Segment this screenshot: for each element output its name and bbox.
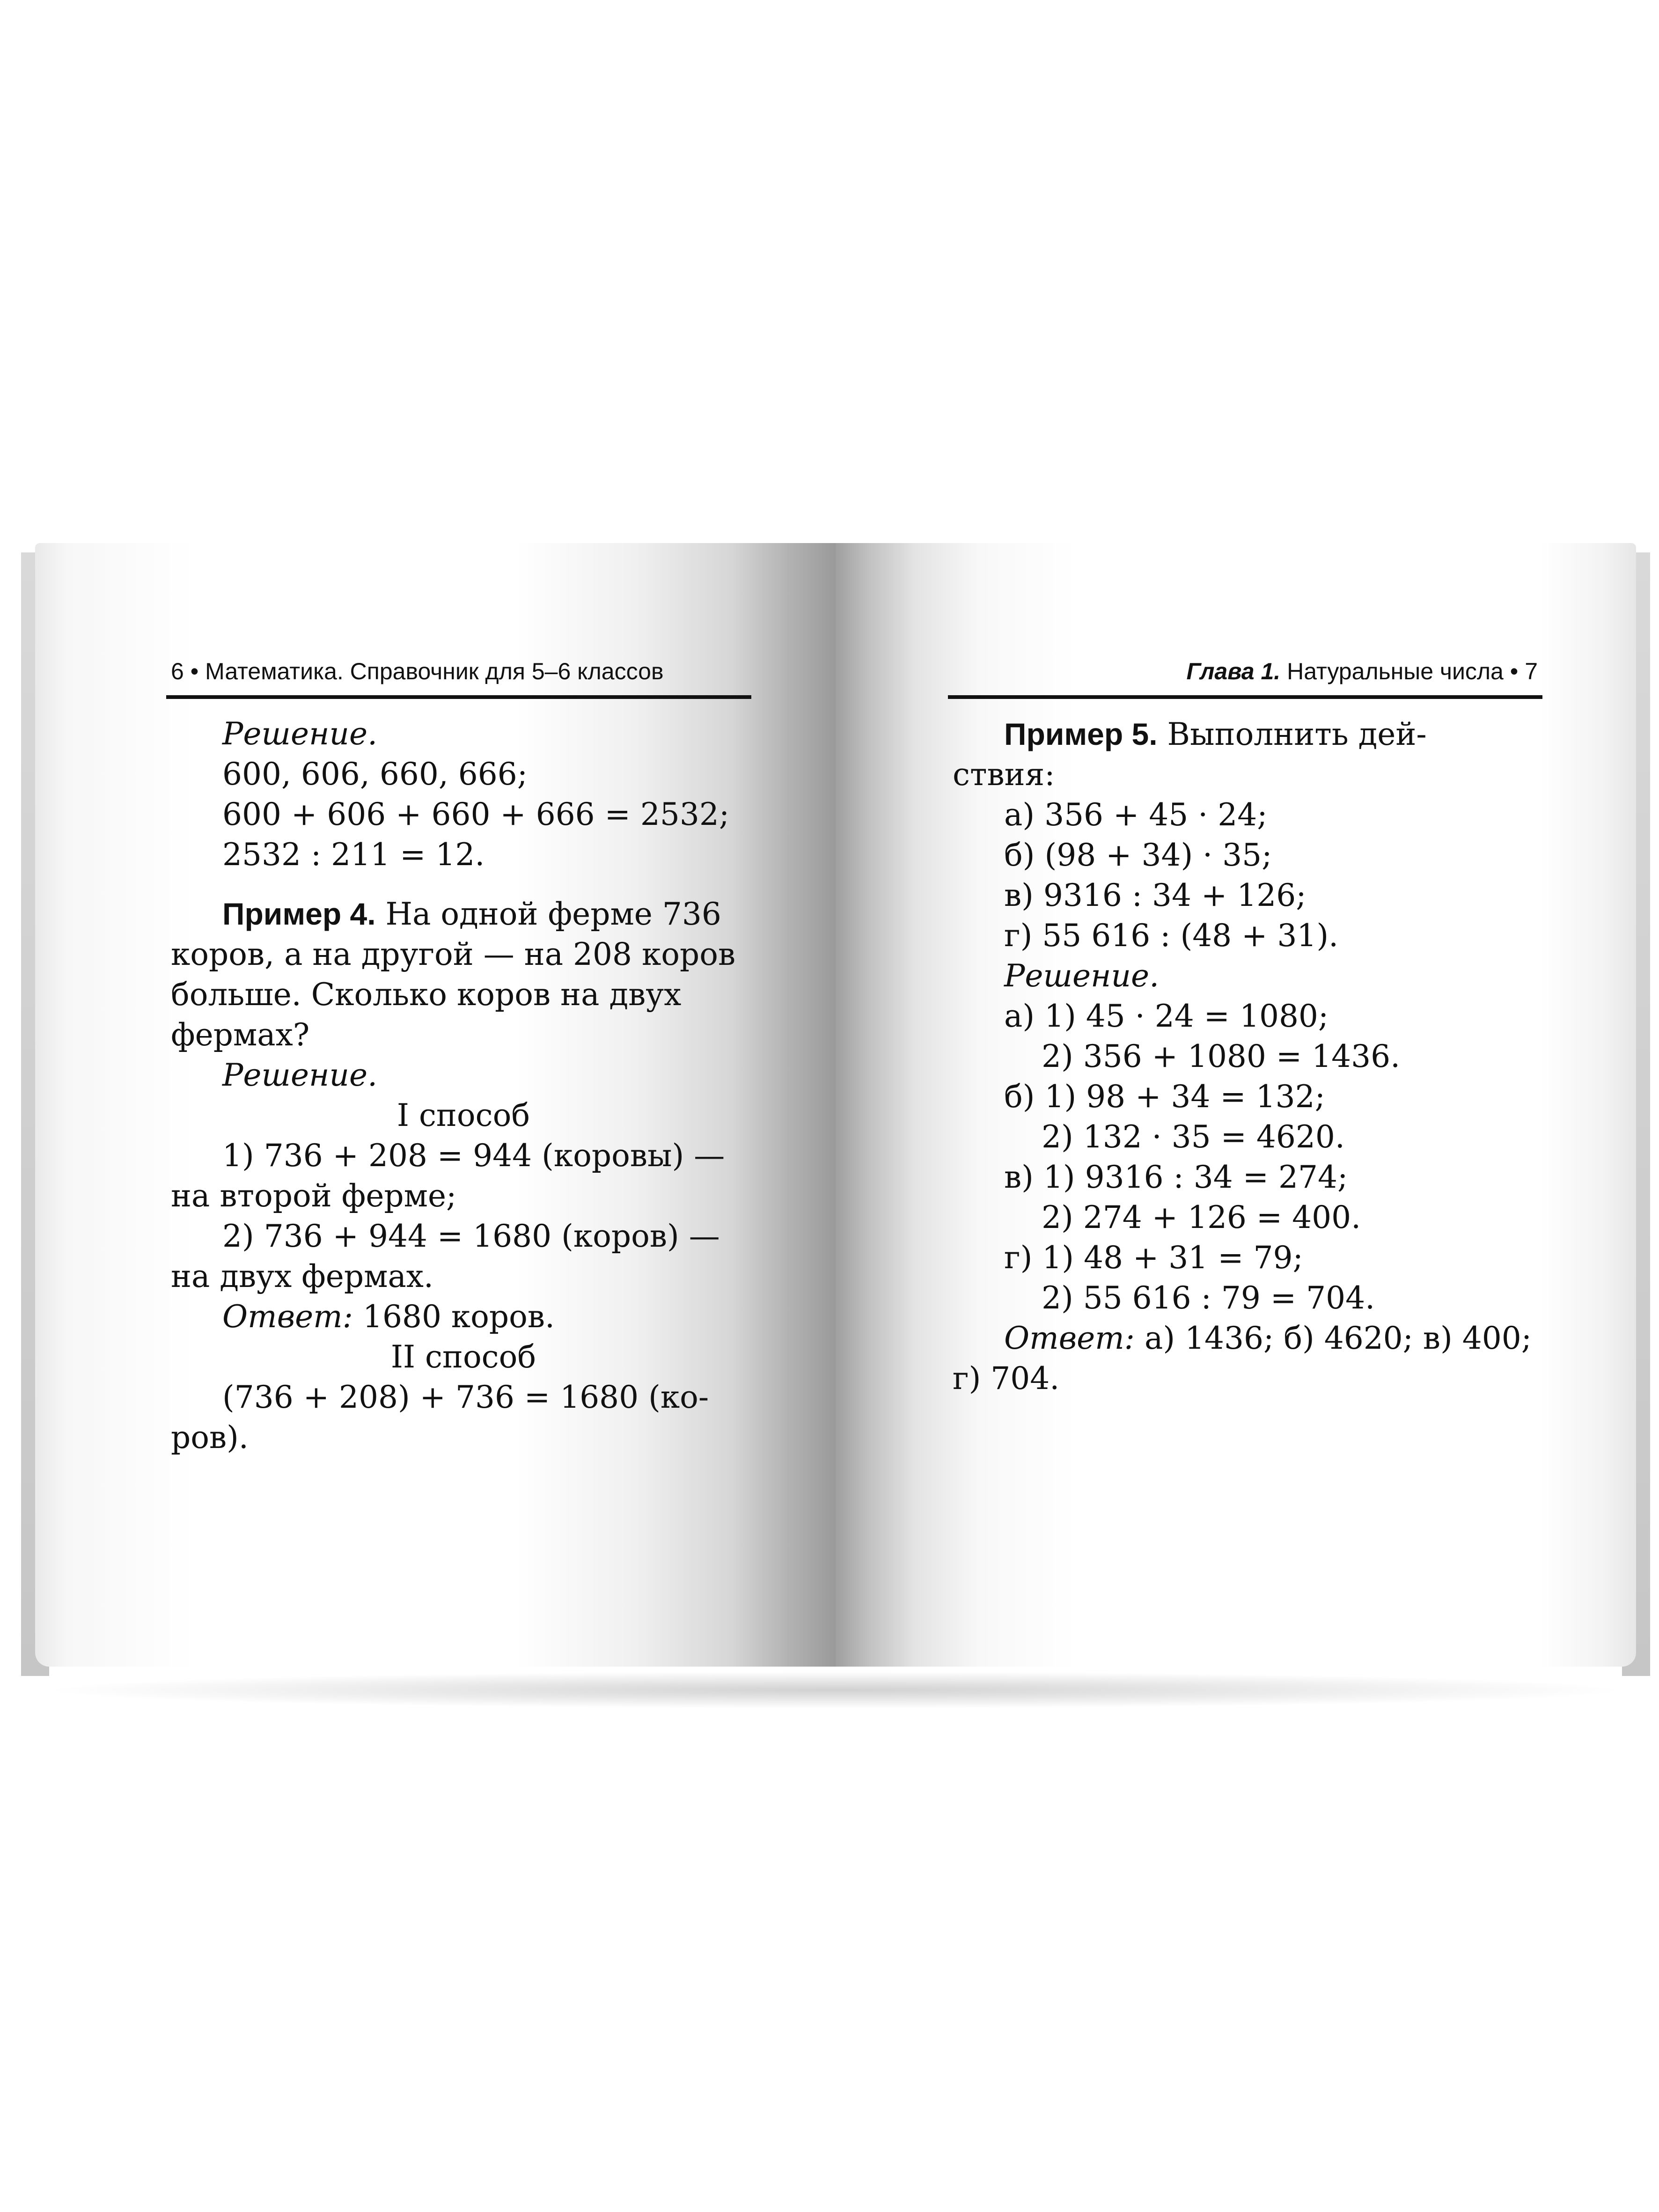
solution-step: б) 1) 98 + 34 = 132; (1004, 1079, 1325, 1115)
solution-step: 2) 274 + 126 = 400. (1042, 1199, 1361, 1235)
right-running-head (1187, 658, 1538, 685)
right-page-text (953, 714, 1538, 1399)
book-title: Математика. Справочник для 5–6 классов (205, 658, 664, 684)
page-number-right: 7 (1525, 658, 1538, 684)
task-item: б) (98 + 34) · 35; (1004, 837, 1272, 873)
text-line: больше. Сколько коров на двух (171, 977, 682, 1013)
page-number-left: 6 (171, 658, 184, 684)
text-line: ров). (171, 1419, 249, 1455)
left-page (35, 543, 836, 1667)
left-page-text (171, 714, 756, 1458)
answer-text: а) 1436; б) 4620; в) 400; (1144, 1320, 1532, 1356)
method-heading: I способ (396, 1097, 530, 1133)
solution-step: а) 1) 45 · 24 = 1080; (1004, 998, 1329, 1034)
solution-step: 2) 356 + 1080 = 1436. (1042, 1038, 1401, 1074)
example-label: Пример 4. (222, 897, 376, 931)
left-running-head (171, 658, 664, 685)
bullet-separator: • (190, 658, 206, 684)
example-label: Пример 5. (1004, 717, 1158, 751)
solution-label: Решение. (222, 716, 378, 752)
header-rule-left (166, 695, 751, 699)
solution-step: г) 1) 48 + 31 = 79; (1004, 1240, 1303, 1276)
header-rule-right (948, 695, 1542, 699)
task-item: а) 356 + 45 · 24; (1004, 797, 1268, 833)
task-item: г) 55 616 : (48 + 31). (1004, 918, 1339, 954)
book-shadow (40, 1671, 1631, 1709)
solution-step: 2) 55 616 : 79 = 704. (1042, 1280, 1375, 1316)
answer-label: Ответ: (1004, 1320, 1135, 1356)
text-line: коров, а на другой — на 208 коров (171, 936, 736, 972)
task-item: в) 9316 : 34 + 126; (1004, 877, 1307, 913)
answer-continuation: г) 704. (953, 1360, 1060, 1396)
solution-step: 2) 132 · 35 = 4620. (1042, 1119, 1345, 1155)
text-line: фермах? (171, 1017, 310, 1053)
example-heading (953, 714, 1538, 755)
answer-line (953, 1318, 1538, 1359)
text-line: 600, 606, 660, 666; (222, 756, 528, 792)
problem-text: На одной ферме 736 (385, 896, 721, 932)
text-line: на второй ферме; (171, 1178, 457, 1214)
chapter-label: Глава 1. (1186, 658, 1281, 684)
text-line: (736 + 208) + 736 = 1680 (ко- (222, 1379, 709, 1415)
answer-text: 1680 коров. (362, 1299, 555, 1335)
text-line: на двух фермах. (171, 1258, 433, 1294)
text-line: 2532 : 211 = 12. (222, 837, 485, 873)
answer-label: Ответ: (222, 1299, 353, 1335)
right-page (836, 543, 1636, 1667)
solution-label: Решение. (222, 1057, 378, 1093)
solution-step: в) 1) 9316 : 34 = 274; (1004, 1159, 1348, 1195)
task-text: Выполнить дей- (1167, 716, 1427, 752)
text-line: 1) 736 + 208 = 944 (коровы) — (222, 1138, 725, 1174)
open-book (21, 534, 1650, 1718)
text-line: ствия: (953, 757, 1055, 793)
text-line: 2) 736 + 944 = 1680 (коров) — (222, 1218, 720, 1254)
solution-label: Решение. (1004, 958, 1160, 994)
chapter-title: Натуральные числа (1287, 658, 1504, 684)
example-heading (171, 894, 756, 934)
paragraph-gap (171, 875, 756, 894)
method-heading: II способ (390, 1339, 536, 1375)
bullet-separator: • (1510, 658, 1525, 684)
answer-line (171, 1297, 756, 1337)
text-line: 600 + 606 + 660 + 666 = 2532; (222, 796, 730, 832)
